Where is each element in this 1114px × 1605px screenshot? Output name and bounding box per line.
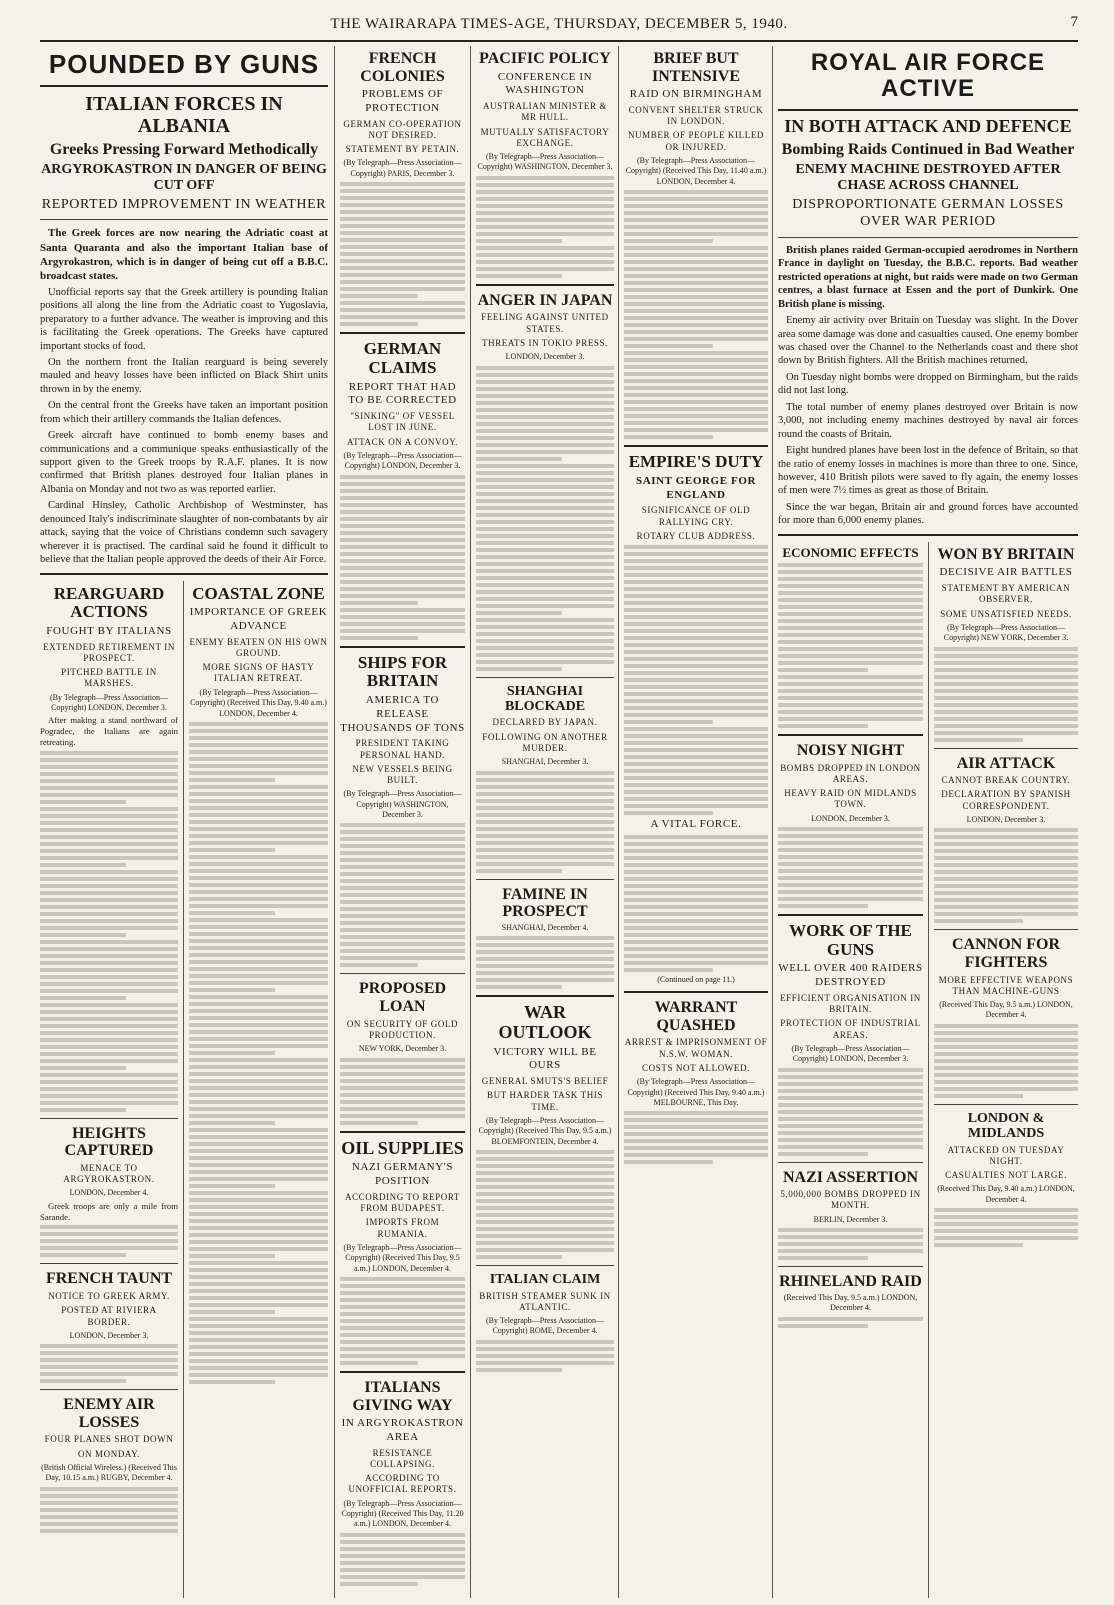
deck: GENERAL SMUTS'S BELIEF xyxy=(481,1076,609,1087)
deck: BRITISH STEAMER SUNK IN ATLANTIC. xyxy=(479,1290,611,1312)
deck: RESISTANCE COLLAPSING. xyxy=(370,1447,435,1469)
deck: MORE SIGNS OF HASTY ITALIAN RETREAT. xyxy=(202,662,315,684)
headline-famine-in-prospect: FAMINE IN PROSPECT xyxy=(502,885,588,921)
deck: FOUGHT BY ITALIANS xyxy=(46,624,172,637)
deck: PRESIDENT TAKING PERSONAL HAND. xyxy=(355,738,450,760)
column-birmingham-raid xyxy=(624,46,768,1598)
deck: WELL OVER 400 RAIDERS DESTROYED xyxy=(778,962,923,989)
deck: ON SECURITY OF GOLD PRODUCTION. xyxy=(346,1018,459,1040)
headline-war-outlook: WAR OUTLOOK xyxy=(498,1002,592,1042)
deck: CONVENT SHELTER STRUCK IN LONDON. xyxy=(628,104,764,127)
subhead-argyrokastron: ARGYROKASTRON IN DANGER OF BEING CUT OFF xyxy=(41,162,327,193)
deck: NAZI GERMANY'S POSITION xyxy=(351,1161,454,1188)
column-pacific-policy xyxy=(476,46,614,1598)
headline-enemy-air-losses: ENEMY AIR LOSSES xyxy=(63,1396,155,1431)
deck: MORE EFFECTIVE WEAPONS THAN MACHINE-GUNS xyxy=(938,974,1074,996)
dateline: (By Telegraph—Press Association—Copyright) WASHINGTON, December 3. xyxy=(343,789,462,820)
body-paragraph: On the northern front the Italian rearguard is being severely mauled and heavy losses have been inflicted on Black Shirt units thrown in by the enemy. xyxy=(40,356,328,395)
deck: ATTACK ON A CONVOY. xyxy=(346,436,459,447)
dateline: BERLIN, December 3. xyxy=(813,1214,888,1224)
dateline: (By Telegraph—Press Association—Copyright) LONDON, December 3. xyxy=(50,692,168,713)
subhead-greeks-pressing: Greeks Pressing Forward Methodically xyxy=(49,140,319,158)
headline-proposed-loan: PROPOSED LOAN xyxy=(358,980,447,1016)
deck: PITCHED BATTLE IN MARSHES. xyxy=(61,667,157,689)
dateline: NEW YORK, December 3. xyxy=(358,1044,447,1054)
headline-german-claims: GERMAN CLAIMS xyxy=(363,339,442,377)
headline-london-midlands: LONDON & MIDLANDS xyxy=(967,1110,1045,1142)
headline-cannon-for-fighters: CANNON FOR FIGHTERS xyxy=(952,936,1060,971)
subhead-italian-forces: ITALIAN FORCES IN ALBANIA xyxy=(85,92,283,137)
dateline: LONDON, December 3. xyxy=(811,813,890,823)
subcolumn-won-by-britain xyxy=(934,542,1078,1598)
deck: DECLARATION BY SPANISH CORRESPONDENT. xyxy=(941,789,1071,811)
deck: NEW VESSELS BEING BUILT. xyxy=(352,763,453,785)
dateline: (Received This Day, 9.5 a.m.) LONDON, December 4. xyxy=(783,1292,918,1313)
deck: FEELING AGAINST UNITED STATES. xyxy=(481,312,609,334)
deck: FOUR PLANES SHOT DOWN xyxy=(44,1434,174,1445)
deck: IMPORTANCE OF GREEK ADVANCE xyxy=(189,606,328,632)
deck: EXTENDED RETIREMENT IN PROSPECT. xyxy=(42,641,175,663)
headline-empires-duty: EMPIRE'S DUTY xyxy=(628,452,764,472)
headline-oil-supplies: OIL SUPPLIES xyxy=(341,1137,464,1158)
dateline: (By Telegraph—Press Association—Copyright) LONDON, December 3. xyxy=(343,450,462,471)
dateline: (By Telegraph—Press Association—Copyright) (Received This Day, 9.5 a.m.) LONDON, December 4. xyxy=(343,1242,462,1273)
deck: DECLARED BY JAPAN. xyxy=(492,717,598,728)
headline-rhineland-raid: RHINELAND RAID xyxy=(779,1273,922,1291)
deck: PROBLEMS OF PROTECTION xyxy=(361,88,444,114)
deck: ENEMY BEATEN ON HIS OWN GROUND. xyxy=(189,636,328,658)
subhead-enemy-machine: ENEMY MACHINE DESTROYED AFTER CHASE ACROSS CHANNEL xyxy=(795,162,1061,193)
body-paragraph: Greek troops are only a mile from Sarande. xyxy=(40,1200,178,1222)
column-rule xyxy=(334,46,335,1598)
headline-french-taunt: FRENCH TAUNT xyxy=(45,1270,173,1288)
headline-pacific-policy: PACIFIC POLICY xyxy=(479,50,611,67)
body-paragraph: Greek aircraft have continued to bomb enemy bases and communications and a communique speaks enthusiastically of the support given to the Greek troops by R.A.F. planes. It is now confirmed that British planes destroyed four Italian planes in Albania on Monday and not two as was reported earlier. xyxy=(40,430,328,495)
headline-brief-but-intensive: BRIEF BUT INTENSIVE xyxy=(651,50,741,85)
headline-french-colonies: FRENCH COLONIES xyxy=(360,50,445,85)
deck: STATEMENT BY AMERICAN OBSERVER. xyxy=(941,583,1071,605)
deck: ARREST & IMPRISONMENT OF N.S.W. WOMAN. xyxy=(624,1037,768,1059)
dateline: SHANGHAI, December 4. xyxy=(501,922,589,932)
deck: IMPORTS FROM RUMANIA. xyxy=(365,1217,440,1239)
body-paragraph: On Tuesday night bombs were dropped on Birmingham, but the raids did not last long. xyxy=(778,371,1078,397)
dateline: LONDON, December 3. xyxy=(966,814,1046,824)
dateline: (By Telegraph—Press Association—Copyright) (Received This Day, 9.40 a.m.) MELBOURNE, This Day. xyxy=(627,1077,765,1107)
lead-paragraph: The Greek forces are now nearing the Adriatic coast at Santa Quaranta and also the important Italian base of Argyrokastron, which is in danger of being cut off a B.B.C. broadcast states. xyxy=(40,227,328,282)
headline-coastal-zone: COASTAL ZONE xyxy=(192,583,325,603)
dateline: (By Telegraph—Press Association—Copyright) (Received This Day, 11.20 a.m.) LONDON, December 4. xyxy=(341,1498,464,1529)
dateline: (By Telegraph—Press Association—Copyright) LONDON, December 3. xyxy=(791,1043,910,1064)
headline-work-of-the-guns: WORK OF THE GUNS xyxy=(789,920,912,959)
deck: NUMBER OF PEOPLE KILLED OR INJURED. xyxy=(627,130,765,152)
deck: CASUALTIES NOT LARGE. xyxy=(945,1170,1067,1181)
column-french-colonies xyxy=(340,46,465,1598)
deck: DECISIVE AIR BATTLES xyxy=(939,566,1073,579)
headline-italians-giving-way: ITALIANS GIVING WAY xyxy=(352,1378,453,1414)
subcolumn-coastal xyxy=(189,581,328,1598)
continued-note: (Continued on page 11.) xyxy=(657,974,735,984)
subcolumn-economic xyxy=(778,542,923,1598)
headline-shanghai-blockade: SHANGHAI BLOCKADE xyxy=(504,683,586,714)
headline-italian-claim: ITALIAN CLAIM xyxy=(489,1272,601,1288)
deck: MENACE TO ARGYROKASTRON. xyxy=(63,1162,155,1185)
deck: COSTS NOT ALLOWED. xyxy=(642,1062,750,1073)
page-number: 7 xyxy=(1070,14,1078,30)
deck: POSTED AT RIVIERA BORDER. xyxy=(61,1305,157,1327)
deck: SOME UNSATISFIED NEEDS. xyxy=(940,608,1072,619)
body-text-block xyxy=(189,722,328,1384)
deck: CONFERENCE IN WASHINGTON xyxy=(497,70,593,97)
deck: NOTICE TO GREEK ARMY. xyxy=(48,1291,170,1302)
subhead-both-attack-defence: IN BOTH ATTACK AND DEFENCE xyxy=(784,115,1072,136)
column-rule xyxy=(772,46,773,1598)
lead-paragraph: British planes raided German-occupied aerodromes in Northern France in daylight on Tuesday, the B.B.C. reports. Bad weather restricted operations at night, but raids were made on two German centres, a blast furnace at Essen and the port of Dunkirk. One British plane is missing. xyxy=(778,244,1078,310)
subhead-losses: DISPROPORTIONATE GERMAN LOSSES OVER WAR PERIOD xyxy=(792,196,1064,230)
headline-rearguard: REARGUARD ACTIONS xyxy=(53,583,165,622)
dateline: (By Telegraph—Press Association—Copyright) (Received This Day, 9.5 a.m.) BLOEMFONTEIN, December 4. xyxy=(478,1115,612,1146)
dateline: (Received This Day, 9.40 a.m.) LONDON, December 4. xyxy=(937,1184,1075,1204)
deck: FOLLOWING ON ANOTHER MURDER. xyxy=(482,731,608,753)
deck: AUSTRALIAN MINISTER & MR HULL. xyxy=(482,101,608,123)
subhead-bombing-raids: Bombing Raids Continued in Bad Weather xyxy=(781,140,1075,158)
dateline: (British Official Wireless.) (Received This Day, 10.15 a.m.) RUGBY, December 4. xyxy=(41,1462,177,1483)
deck: 5,000,000 BOMBS DROPPED IN MONTH. xyxy=(780,1189,921,1211)
headline-economic-effects: ECONOMIC EFFECTS xyxy=(782,544,919,560)
deck: REPORT THAT HAD TO BE CORRECTED xyxy=(348,380,457,407)
body-paragraph: After making a stand northward of Pogradec, the Italians are again retreating. xyxy=(40,715,178,747)
deck: ATTACKED ON TUESDAY NIGHT. xyxy=(947,1144,1065,1166)
subhead-vital-force: A VITAL FORCE. xyxy=(650,818,742,831)
dateline: SHANGHAI, December 3. xyxy=(501,757,589,767)
headline-warrant-quashed: WARRANT QUASHED xyxy=(654,999,738,1034)
deck: STATEMENT BY PETAIN. xyxy=(345,144,460,155)
masthead xyxy=(40,8,1078,42)
deck: RAID ON BIRMINGHAM xyxy=(629,88,763,101)
headline-won-by-britain: WON BY BRITAIN xyxy=(937,545,1075,563)
headline-noisy-night: NOISY NIGHT xyxy=(796,742,905,759)
deck: CANNOT BREAK COUNTRY. xyxy=(941,775,1071,786)
body-paragraph: Enemy air activity over Britain on Tuesday was slight. In the Dover area some damage was done and casualties caused. One enemy bomber was chased over the Channel to the Netherlands coast and there shot down by British fighters. All the British machines returned. xyxy=(778,315,1078,367)
deck: HEAVY RAID ON MIDLANDS TOWN. xyxy=(784,788,917,810)
masthead-title: THE WAIRARAPA TIMES-AGE, THURSDAY, DECEMBER 5, 1940. xyxy=(330,15,788,32)
headline-nazi-assertion: NAZI ASSERTION xyxy=(782,1168,919,1186)
column-rule xyxy=(618,46,619,1598)
column-albania xyxy=(40,46,328,1598)
deck: VICTORY WILL BE OURS xyxy=(493,1045,597,1072)
body-paragraph: Unofficial reports say that the Greek artillery is pounding Italian positions all along the line from the Adriatic coast to Yugoslavia, preparatory to a further advance. The weather is improving and this is facilitating the Greek operations. The Greeks have captured important stocks of food. xyxy=(40,286,328,352)
dateline: (By Telegraph—Press Association—Copyright) WASHINGTON, December 3. xyxy=(477,152,613,172)
dateline: LONDON, December 3. xyxy=(505,352,585,362)
body-paragraph: Eight hundred planes have been lost in the defence of Britain, so that the ratio of enemy losses in machines is more than three to one. Since, however, 410 British pilots were saved to fly again, the enemy losses of men were 7½ times as great as those of Britain. xyxy=(778,445,1078,497)
headline-heights-captured: HEIGHTS CAPTURED xyxy=(64,1124,154,1160)
deck: EFFICIENT ORGANISATION IN BRITAIN. xyxy=(780,992,921,1015)
deck: MUTUALLY SATISFACTORY EXCHANGE. xyxy=(480,126,610,148)
deck: BOMBS DROPPED IN LONDON AREAS. xyxy=(780,762,921,784)
headline-royal-air-force-active: ROYAL AIR FORCE ACTIVE xyxy=(810,49,1046,103)
deck: SIGNIFICANCE OF OLD RALLYING CRY. xyxy=(641,505,751,527)
dateline: (By Telegraph—Press Association—Copyright) NEW YORK, December 3. xyxy=(943,622,1069,643)
deck: GERMAN CO-OPERATION NOT DESIRED. xyxy=(343,118,462,140)
deck: ROTARY CLUB ADDRESS. xyxy=(636,530,756,541)
deck: ON MONDAY. xyxy=(77,1448,140,1459)
deck: SAINT GEORGE FOR ENGLAND xyxy=(635,474,757,501)
headline-pounded-by-guns: POUNDED BY GUNS xyxy=(48,49,320,79)
deck: THREATS IN TOKIO PRESS. xyxy=(482,337,608,348)
deck: BUT HARDER TASK THIS TIME. xyxy=(486,1090,604,1112)
body-paragraph: Since the war began, Britain air and ground forces have accounted for more than 6,000 enemy planes. xyxy=(778,501,1078,527)
body-paragraph: On the central front the Greeks have taken an important position from which their artillery commands the Italian defences. xyxy=(40,400,328,425)
dateline: (Received This Day, 9.5 a.m.) LONDON, December 4. xyxy=(939,1000,1073,1020)
dateline: (By Telegraph—Press Association—Copyright) PARIS, December 3. xyxy=(343,158,462,178)
body-paragraph: Cardinal Hinsley, Catholic Archbishop of Westminster, has denounced Italy's indiscriminate slaughter of non-combatants by air attack, saying that the voice of Christians condemn such savagery wherever it is practised. The cardinal said he found it difficult to believe that the Italian people approved the deeds of their Air Force. xyxy=(40,500,328,566)
dateline: (By Telegraph—Press Association—Copyright) (Received This Day, 11.40 a.m.) LONDON, December 4. xyxy=(625,155,767,186)
body-paragraph: The total number of enemy planes destroyed over Britain is now 3,000, not including enemy machines destroyed by naval air forces round the coasts of Britain. xyxy=(778,401,1078,440)
deck: IN ARGYROKASTRON AREA xyxy=(341,1417,464,1443)
dateline: (By Telegraph—Press Association—Copyright) ROME, December 4. xyxy=(486,1316,604,1336)
subcolumn-rearguard xyxy=(40,581,178,1598)
deck: AMERICA TO RELEASE THOUSANDS OF TONS xyxy=(340,694,465,734)
dateline: LONDON, December 3. xyxy=(69,1330,149,1340)
deck: PROTECTION OF INDUSTRIAL AREAS. xyxy=(780,1018,921,1040)
dateline: (By Telegraph—Press Association—Copyright) (Received This Day, 9.40 a.m.) LONDON, December 4. xyxy=(190,687,327,718)
deck: "SINKING" OF VESSEL LOST IN JUNE. xyxy=(350,411,455,433)
headline-ships-for-britain: SHIPS FOR BRITAIN xyxy=(357,652,448,691)
column-raf xyxy=(778,46,1078,1598)
dateline: LONDON, December 4. xyxy=(69,1188,149,1198)
deck: ACCORDING TO UNOFFICIAL REPORTS. xyxy=(348,1473,457,1495)
headline-anger-in-japan: ANGER IN JAPAN xyxy=(477,291,613,309)
body-text-block xyxy=(40,751,178,1112)
deck: ACCORDING TO REPORT FROM BUDAPEST. xyxy=(344,1191,461,1214)
subhead-weather: REPORTED IMPROVEMENT IN WEATHER xyxy=(41,196,327,212)
column-rule xyxy=(470,46,471,1598)
headline-air-attack: AIR ATTACK xyxy=(956,754,1056,772)
